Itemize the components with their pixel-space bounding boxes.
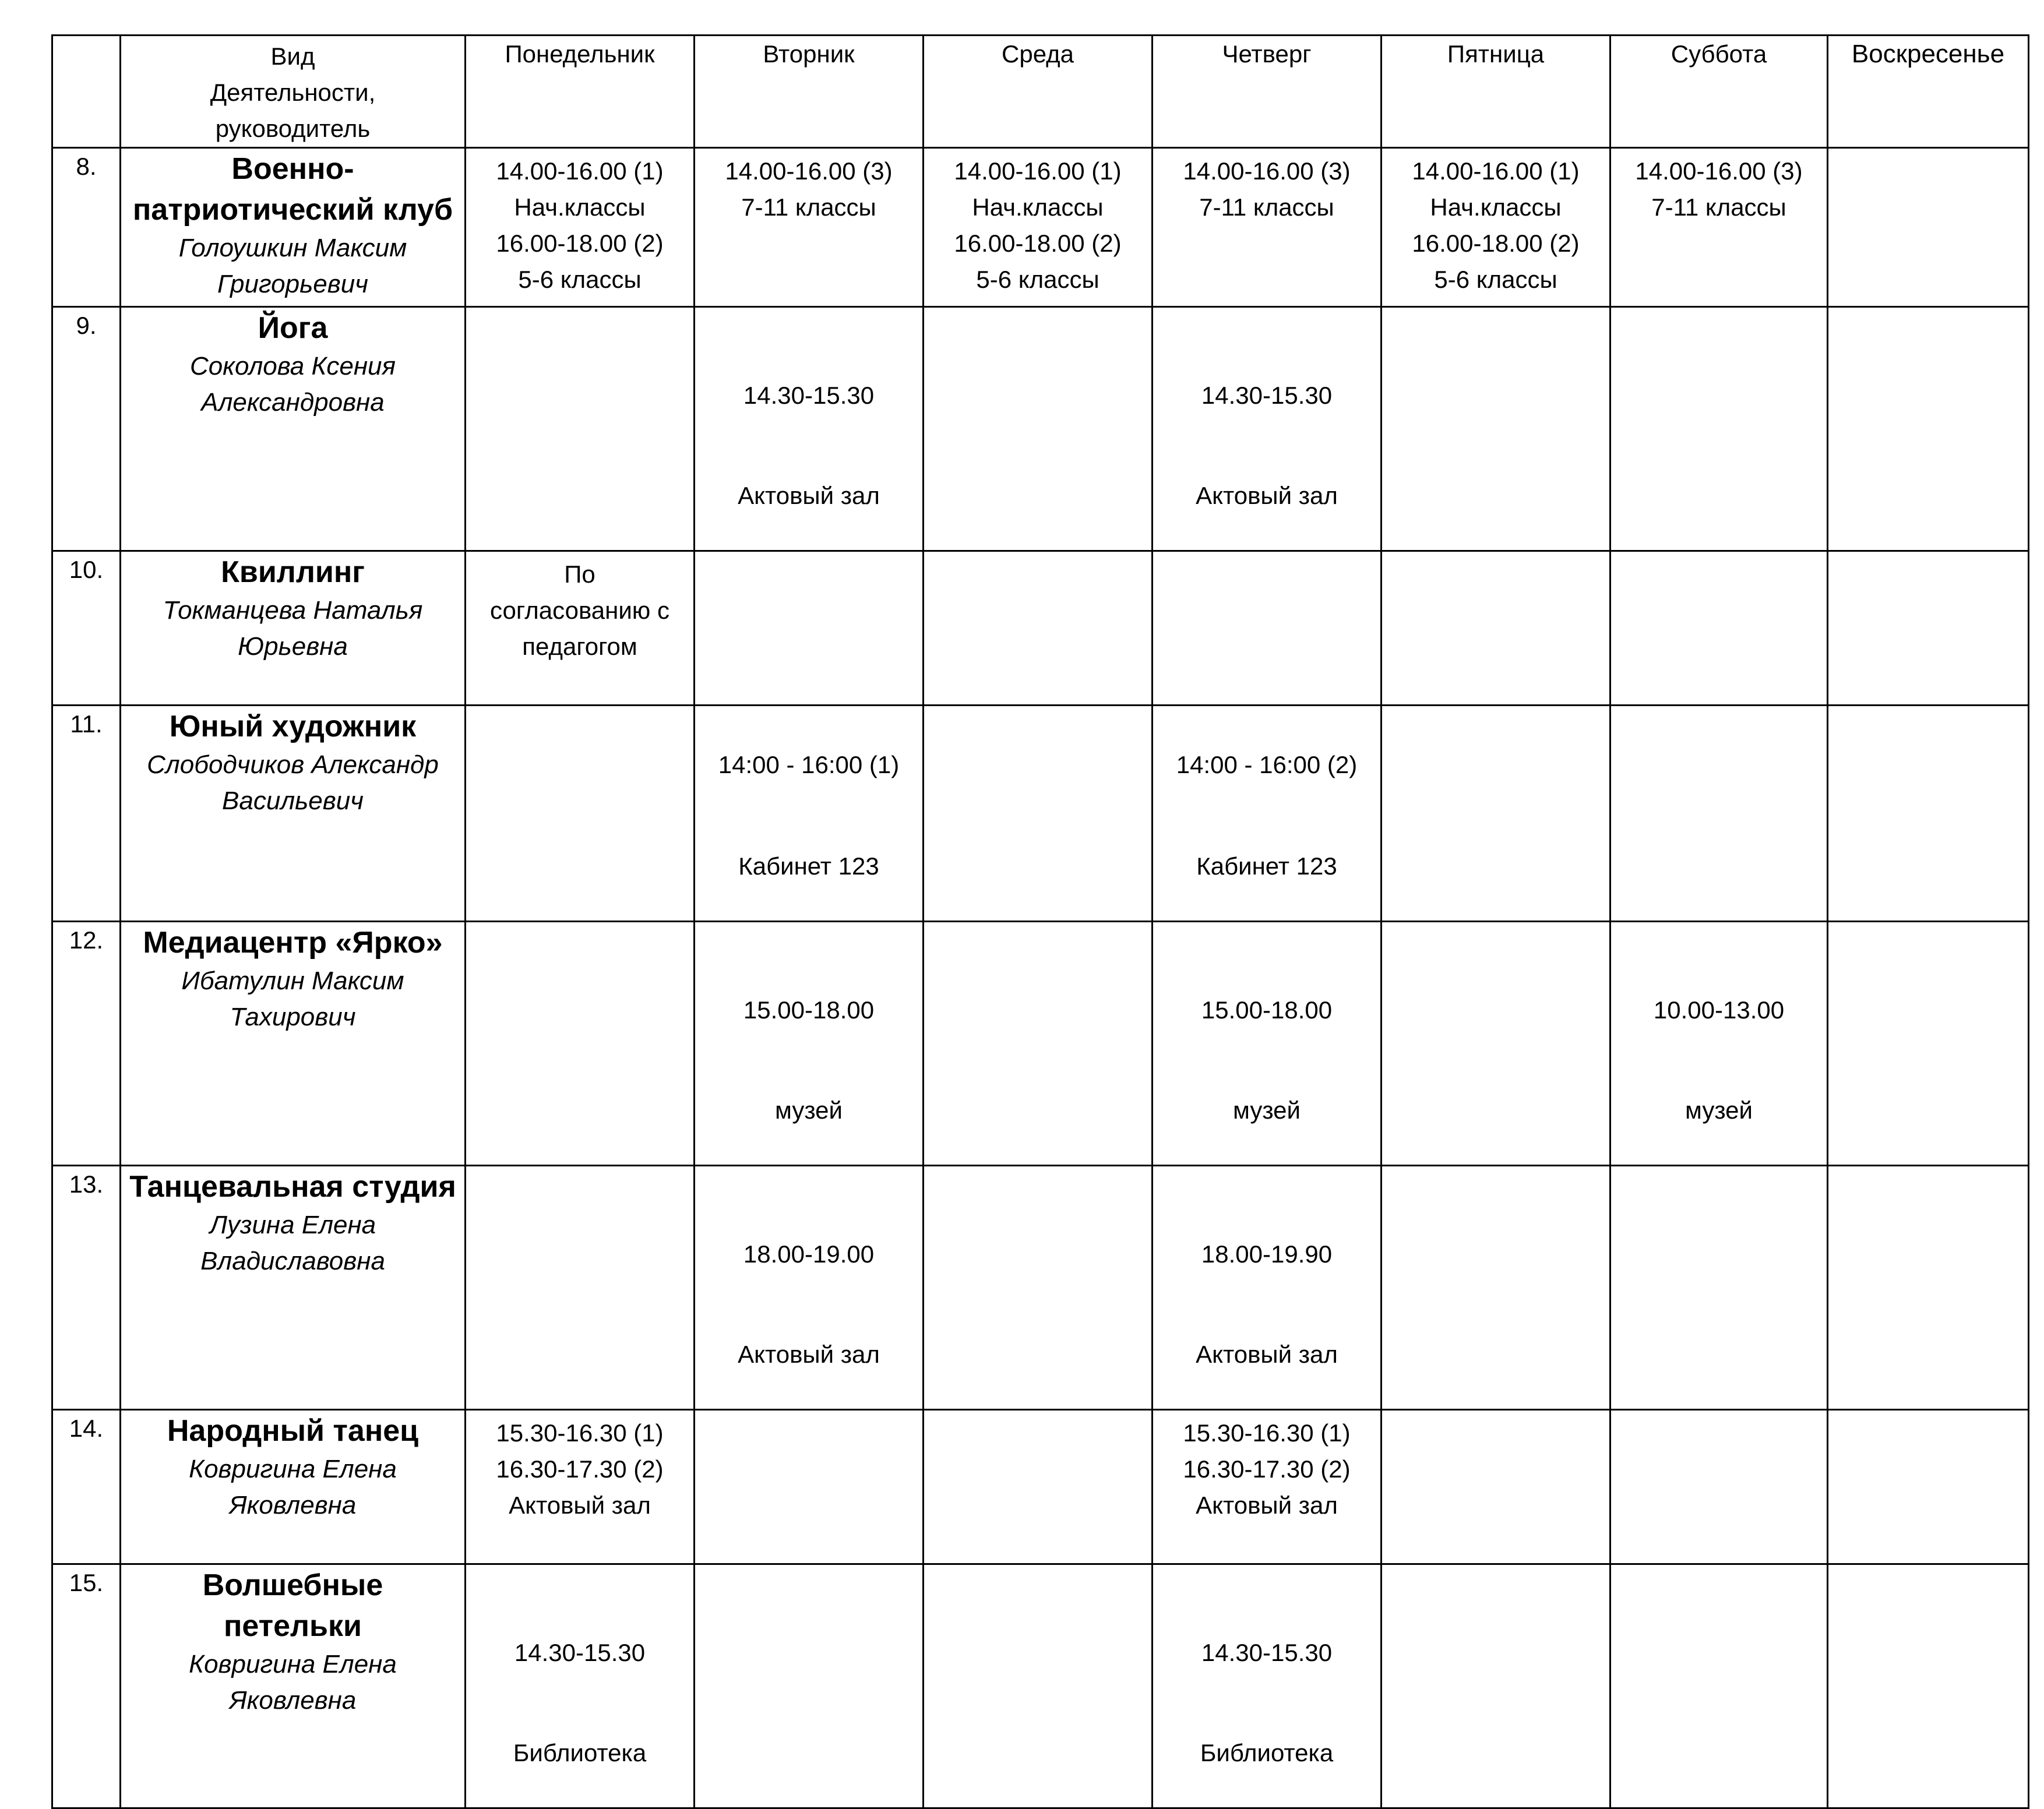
table-row bbox=[52, 307, 2029, 551]
tuesday-cell bbox=[695, 551, 924, 706]
activity-cell bbox=[121, 1564, 466, 1808]
header-wednesday: Среда bbox=[924, 36, 1153, 148]
activity-leader: Ковригина Елена Яковлевна bbox=[189, 1650, 397, 1715]
friday-cell bbox=[1382, 1166, 1610, 1410]
tuesday-cell bbox=[695, 307, 924, 551]
thursday-cell bbox=[1153, 1564, 1382, 1808]
tuesday-cell bbox=[695, 922, 924, 1166]
session-time: 14.30-15.30 bbox=[743, 382, 875, 409]
row-number: 10. bbox=[52, 551, 121, 706]
table-row bbox=[52, 148, 2029, 307]
schedule-table bbox=[51, 34, 2029, 1809]
sunday-cell bbox=[1828, 551, 2029, 706]
activity-leader: Голоушкин Максим Григорьевич bbox=[178, 234, 407, 298]
activity-leader: Слободчиков Александр Васильевич bbox=[147, 750, 439, 815]
activity-leader: Ковригина Елена Яковлевна bbox=[189, 1455, 397, 1519]
row-number: 9. bbox=[52, 307, 121, 551]
wednesday-cell bbox=[924, 706, 1153, 922]
monday-cell: 14.00-16.00 (1) Нач.классы 16.00-18.00 (2) 5-6 классы bbox=[466, 148, 695, 307]
activity-cell bbox=[121, 1166, 466, 1410]
session-room: музей bbox=[1233, 1096, 1301, 1124]
activity-cell bbox=[121, 551, 466, 706]
wednesday-cell bbox=[924, 1410, 1153, 1564]
friday-cell bbox=[1382, 1564, 1610, 1808]
thursday-cell: 15.30-16.30 (1) 16.30-17.30 (2) Актовый зал bbox=[1153, 1410, 1382, 1564]
session-room: Кабинет 123 bbox=[1196, 852, 1337, 880]
monday-cell bbox=[466, 1166, 695, 1410]
activity-title: Танцевальная студия bbox=[129, 1170, 456, 1204]
thursday-cell bbox=[1153, 551, 1382, 706]
sunday-cell bbox=[1828, 1410, 2029, 1564]
session-room: музей bbox=[1685, 1096, 1753, 1124]
saturday-cell bbox=[1610, 706, 1828, 922]
header-num bbox=[52, 36, 121, 148]
session-time: 14.30-15.30 bbox=[1201, 382, 1333, 409]
activity-title: Йога bbox=[258, 311, 328, 345]
activity-leader: Ибатулин Максим Тахирович bbox=[181, 967, 404, 1031]
friday-cell bbox=[1382, 706, 1610, 922]
table-row bbox=[52, 1410, 2029, 1564]
tuesday-cell bbox=[695, 706, 924, 922]
monday-cell: По согласованию с педагогом bbox=[466, 551, 695, 706]
activity-title: Квиллинг bbox=[221, 555, 365, 589]
row-number: 13. bbox=[52, 1166, 121, 1410]
saturday-cell bbox=[1610, 1410, 1828, 1564]
header-friday: Пятница bbox=[1382, 36, 1610, 148]
row-number: 12. bbox=[52, 922, 121, 1166]
wednesday-cell bbox=[924, 922, 1153, 1166]
tuesday-cell bbox=[695, 1166, 924, 1410]
sunday-cell bbox=[1828, 922, 2029, 1166]
thursday-cell: 14.00-16.00 (3) 7-11 классы bbox=[1153, 148, 1382, 307]
saturday-cell bbox=[1610, 551, 1828, 706]
row-number: 14. bbox=[52, 1410, 121, 1564]
tuesday-cell: 14.00-16.00 (3) 7-11 классы bbox=[695, 148, 924, 307]
session-time: 18.00-19.90 bbox=[1201, 1240, 1333, 1268]
header-thursday: Четверг bbox=[1153, 36, 1382, 148]
sunday-cell bbox=[1828, 1564, 2029, 1808]
saturday-cell: 14.00-16.00 (3) 7-11 классы bbox=[1610, 148, 1828, 307]
table-row bbox=[52, 1564, 2029, 1808]
monday-cell: 15.30-16.30 (1) 16.30-17.30 (2) Актовый зал bbox=[466, 1410, 695, 1564]
sunday-cell bbox=[1828, 1166, 2029, 1410]
thursday-cell bbox=[1153, 1166, 1382, 1410]
row-number: 8. bbox=[52, 148, 121, 307]
session-room: Кабинет 123 bbox=[738, 852, 879, 880]
wednesday-cell bbox=[924, 1564, 1153, 1808]
wednesday-cell bbox=[924, 551, 1153, 706]
session-room: Библиотека bbox=[513, 1739, 647, 1766]
table-row bbox=[52, 1166, 2029, 1410]
friday-cell bbox=[1382, 922, 1610, 1166]
wednesday-cell: 14.00-16.00 (1) Нач.классы 16.00-18.00 (2) 5-6 классы bbox=[924, 148, 1153, 307]
thursday-cell bbox=[1153, 922, 1382, 1166]
activity-cell bbox=[121, 706, 466, 922]
header-activity: Вид Деятельности, руководитель bbox=[121, 36, 466, 148]
friday-cell bbox=[1382, 1410, 1610, 1564]
sunday-cell bbox=[1828, 706, 2029, 922]
saturday-cell bbox=[1610, 307, 1828, 551]
activity-cell bbox=[121, 1410, 466, 1564]
session-time: 18.00-19.00 bbox=[743, 1240, 875, 1268]
session-room: Актовый зал bbox=[1196, 482, 1338, 509]
wednesday-cell bbox=[924, 307, 1153, 551]
activity-title: Волшебные петельки bbox=[202, 1568, 383, 1643]
header-monday: Понедельник bbox=[466, 36, 695, 148]
friday-cell: 14.00-16.00 (1) Нач.классы 16.00-18.00 (2) 5-6 классы bbox=[1382, 148, 1610, 307]
session-time: 15.00-18.00 bbox=[1201, 996, 1333, 1024]
activity-title: Медиацентр «Ярко» bbox=[143, 926, 443, 960]
activity-title: Народный танец bbox=[167, 1414, 419, 1448]
monday-cell bbox=[466, 706, 695, 922]
wednesday-cell bbox=[924, 1166, 1153, 1410]
session-time: 14:00 - 16:00 (1) bbox=[718, 751, 900, 778]
friday-cell bbox=[1382, 551, 1610, 706]
monday-cell bbox=[466, 922, 695, 1166]
header-sunday: Воскресенье bbox=[1828, 36, 2029, 148]
session-room: Актовый зал bbox=[1196, 1341, 1338, 1368]
tuesday-cell bbox=[695, 1564, 924, 1808]
session-time: 15.00-18.00 bbox=[743, 996, 875, 1024]
activity-leader: Токманцева Наталья Юрьевна bbox=[163, 596, 423, 661]
activity-cell bbox=[121, 307, 466, 551]
activity-cell bbox=[121, 148, 466, 307]
row-number: 11. bbox=[52, 706, 121, 922]
session-time: 14:00 - 16:00 (2) bbox=[1176, 751, 1358, 778]
table-row bbox=[52, 706, 2029, 922]
monday-cell bbox=[466, 307, 695, 551]
activity-leader: Лузина Елена Владиславовна bbox=[200, 1211, 385, 1275]
session-room: Актовый зал bbox=[738, 1341, 880, 1368]
table-row bbox=[52, 922, 2029, 1166]
monday-cell bbox=[466, 1564, 695, 1808]
table-row bbox=[52, 551, 2029, 706]
header-saturday: Суббота bbox=[1610, 36, 1828, 148]
session-time: 14.30-15.30 bbox=[514, 1639, 646, 1666]
header-tuesday: Вторник bbox=[695, 36, 924, 148]
session-room: Библиотека bbox=[1200, 1739, 1334, 1766]
header-row bbox=[52, 36, 2029, 148]
activity-title: Юный художник bbox=[169, 710, 417, 743]
session-time: 10.00-13.00 bbox=[1653, 996, 1785, 1024]
activity-title: Военно- патриотический клуб bbox=[132, 152, 453, 227]
session-room: Актовый зал bbox=[738, 482, 880, 509]
saturday-cell bbox=[1610, 1166, 1828, 1410]
session-room: музей bbox=[775, 1096, 843, 1124]
sunday-cell bbox=[1828, 307, 2029, 551]
activity-cell bbox=[121, 922, 466, 1166]
session-time: 14.30-15.30 bbox=[1201, 1639, 1333, 1666]
thursday-cell bbox=[1153, 307, 1382, 551]
tuesday-cell bbox=[695, 1410, 924, 1564]
friday-cell bbox=[1382, 307, 1610, 551]
thursday-cell bbox=[1153, 706, 1382, 922]
saturday-cell bbox=[1610, 1564, 1828, 1808]
sunday-cell bbox=[1828, 148, 2029, 307]
saturday-cell bbox=[1610, 922, 1828, 1166]
activity-leader: Соколова Ксения Александровна bbox=[189, 352, 396, 417]
row-number: 15. bbox=[52, 1564, 121, 1808]
